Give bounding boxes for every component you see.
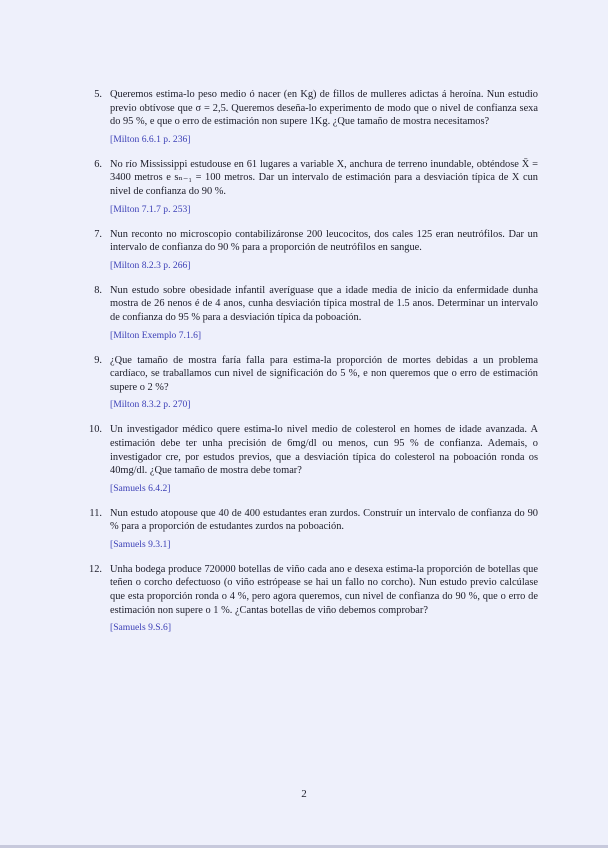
problem-text: Nun reconto no microscopio contabilizáronse 200 leucocitos, dos cales 125 eran neutrófilos. Dar un intervalo de confianza do 90 % para a proporción de neutrófilos en sangue. [110,228,538,254]
problem-reference: [Samuels 9.3.1] [110,538,171,550]
problem-reference: [Samuels 6.4.2] [110,482,171,494]
page-number: 2 [301,788,307,800]
problem-item [80,228,538,272]
problem-text: Unha bodega produce 720000 botellas de viño cada ano e desexa estima-la proporción de botellas que teñen o corcho defectuoso (o viño estrópease se hai un fallo no corcho). Nun estudo previo calcúlase que esta proporción ronda o 4 %, pero agora queremos, cun nivel de confianza do 90 %, que o erro de estimación non supere o 1 %. ¿Cantas botellas de viño debemos comprobar? [110,563,538,616]
problem-number: 7. [94,228,102,240]
problem-text: No río Mississippi estudouse en 61 lugares a variable X, anchura de terreno inundable, obténdose X̄ = 3400 metros e sₙ₋₁ = 100 metros. Dar un intervalo de estimación para a desviación típica de X cun nivel de confianza do 90 %. [110,158,538,197]
problem-item [80,354,538,412]
problem-number: 9. [94,354,102,366]
problem-reference: [Samuels 9.S.6] [110,622,172,634]
problem-item [80,423,538,494]
problem-item [80,88,538,146]
problem-reference: [Milton Exemplo 7.1.6] [110,329,202,341]
problem-item [80,507,538,551]
problem-reference: [Milton 8.3.2 p. 270] [110,399,191,411]
problem-text: Nun estudo sobre obesidade infantil averíguase que a idade media de inicio da enfermidade dunha mostra de 26 nenos é de 4 anos, cunha desviación típica mostral de 1.5 anos. Determinar un intervalo de confianza do 95 % para a desviación típica da poboación. [110,284,538,323]
problem-text: Queremos estima-lo peso medio ó nacer (en Kg) de fillos de mulleres adictas á heroína. Nun estudio previo obtívose que σ = 2,5. Queremos deseña-lo experimento de modo que o nivel de confianza sexa do 95 %, e que o erro de estimación non supere 1Kg. ¿Que tamaño de mostra necesitamos? [110,89,538,128]
problem-item [80,284,538,342]
problem-text: Nun estudo atopouse que 40 de 400 estudantes eran zurdos. Construír un intervalo de confianza do 90 % para a proporción de estudantes zurdos na poboación. [110,507,538,533]
problem-number: 6. [94,158,102,170]
problem-number: 8. [94,284,102,296]
problem-number: 10. [89,424,102,436]
problem-reference: [Milton 8.2.3 p. 266] [110,259,191,271]
problem-number: 12. [89,563,102,575]
problem-item [80,563,538,634]
problem-list [80,88,538,646]
problem-number: 11. [89,507,102,519]
problem-text: Un investigador médico quere estima-lo nivel medio de colesterol en homes de idade avanzada. A estimación debe ter unha precisión de 6mg/dl ou menos, cun 95 % de confianza. Ademais, o investigador cre, por estudos previos, que a desviación típica do colesterol na poboación ronda os 40mg/dl. ¿Que tamaño de mostra debe tomar? [110,424,538,477]
problem-number: 5. [94,89,102,100]
problem-reference: [Milton 7.1.7 p. 253] [110,203,191,215]
problem-item [80,158,538,216]
problem-text: ¿Que tamaño de mostra faría falla para estima-la proporción de mortes debidas a un problema cardíaco, se traballamos cun nivel de significación do 5 %, e non queremos que o erro de estimación supere o 2 %? [110,354,538,393]
problem-reference: [Milton 6.6.1 p. 236] [110,133,191,145]
